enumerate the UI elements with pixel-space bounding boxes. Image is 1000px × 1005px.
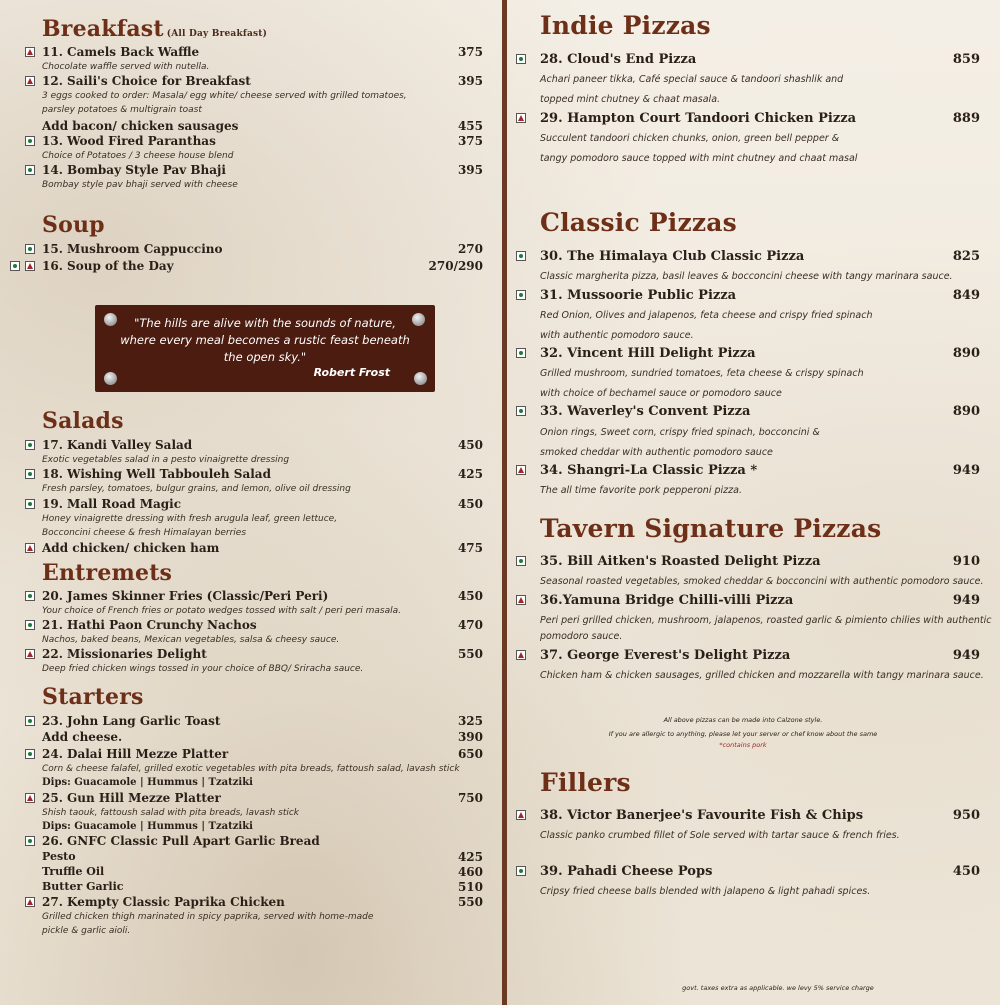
veg-mark-icon — [10, 261, 20, 271]
calzone-note: All above pizzas can be made into Calzone style. — [663, 716, 823, 724]
menu-item-description: pomodoro sauce. — [540, 631, 623, 642]
veg-mark-icon — [516, 54, 526, 64]
menu-item-price: 890 — [952, 346, 980, 361]
menu-item-description: Deep fried chicken wings tossed in your choice of BBQ/ Sriracha sauce. — [42, 664, 364, 674]
breakfast-title: Breakfast — [42, 16, 164, 42]
column-divider — [502, 0, 507, 1005]
menu-item-name: 35. Bill Aitken's Roasted Delight Pizza — [540, 554, 821, 569]
menu-item-description: Chicken ham & chicken sausages, grilled chicken and mozzarella with tangy marinara sauce. — [540, 670, 984, 681]
menu-item-name: 39. Pahadi Cheese Pops — [540, 864, 713, 879]
menu-item-description: Corn & cheese falafel, grilled exotic vegetables with pita breads, fattoush salad, lavash stick — [42, 764, 460, 774]
menu-item-description: Choice of Potatoes / 3 cheese house blend — [42, 151, 234, 161]
menu-item-name: 11. Camels Back Waffle — [42, 45, 200, 59]
menu-item-price: 375 — [457, 45, 483, 59]
nonveg-mark-icon — [25, 543, 35, 553]
nonveg-mark-icon — [25, 47, 35, 57]
section-title-soup: Soup — [42, 212, 105, 238]
nonveg-mark-icon — [516, 465, 526, 475]
menu-item-name: 28. Cloud's End Pizza — [540, 52, 697, 67]
menu-item-description: Shish taouk, fattoush salad with pita breads, lavash stick — [42, 808, 300, 818]
menu-item-name: 23. John Lang Garlic Toast — [42, 714, 221, 728]
veg-mark-icon — [25, 591, 35, 601]
menu-item-name: 15. Mushroom Cappuccino — [42, 242, 223, 256]
menu-item-description: Fresh parsley, tomatoes, bulgur grains, and lemon, olive oil dressing — [42, 484, 351, 494]
menu-item-description: topped mint chutney & chaat masala. — [540, 94, 721, 105]
menu-item-price: 650 — [457, 747, 483, 761]
menu-item-name: Add bacon/ chicken sausages — [42, 119, 239, 133]
menu-item-name: 20. James Skinner Fries (Classic/Peri Peri) — [42, 589, 329, 603]
menu-item-name: 36.Yamuna Bridge Chilli-villi Pizza — [540, 593, 794, 608]
menu-item-price: 450 — [457, 497, 483, 511]
menu-item-description: Classic panko crumbed fillet of Sole served with tartar sauce & french fries. — [540, 830, 900, 841]
menu-item-description: parsley potatoes & multigrain toast — [42, 105, 202, 115]
menu-item-description: Nachos, baked beans, Mexican vegetables, salsa & cheesy sauce. — [42, 635, 340, 645]
menu-item-name: 14. Bombay Style Pav Bhaji — [42, 163, 226, 177]
veg-mark-icon — [516, 290, 526, 300]
veg-mark-icon — [25, 836, 35, 846]
menu-item-price: 859 — [952, 52, 980, 67]
menu-item-variant: Truffle Oil — [42, 865, 105, 878]
menu-item-description: Succulent tandoori chicken chunks, onion, green bell pepper & — [540, 133, 840, 144]
menu-item-description: Achari paneer tikka, Café special sauce & tandoori shashlik and — [540, 74, 844, 85]
menu-item-description: Honey vinaigrette dressing with fresh arugula leaf, green lettuce, — [42, 514, 338, 524]
menu-item-description: Seasonal roasted vegetables, smoked cheddar & bocconcini with authentic pomodoro sauce. — [540, 576, 984, 587]
menu-item-name: 29. Hampton Court Tandoori Chicken Pizza — [540, 111, 857, 126]
menu-item-name: 25. Gun Hill Mezze Platter — [42, 791, 221, 805]
veg-mark-icon — [516, 251, 526, 261]
section-title-entremets: Entremets — [42, 560, 173, 586]
section-title-indie-pizzas: Indie Pizzas — [540, 11, 711, 40]
menu-item-price: 270/290 — [428, 259, 483, 273]
nonveg-mark-icon — [25, 261, 35, 271]
menu-item-price: 460 — [457, 865, 483, 879]
menu-item-dips: Dips: Guacamole | Hummus | Tzatziki — [42, 777, 253, 788]
section-title-tavern-pizzas: Tavern Signature Pizzas — [540, 514, 882, 543]
menu-item-price: 750 — [457, 791, 483, 805]
menu-item-name: 17. Kandi Valley Salad — [42, 438, 193, 452]
quote-text: "The hills are alive with the sounds of nature, where every meal becomes a rustic feast beneath the open sky." — [120, 316, 410, 364]
veg-mark-icon — [516, 348, 526, 358]
menu-item-price: 550 — [457, 647, 483, 661]
menu-item-name: 13. Wood Fired Paranthas — [42, 134, 216, 148]
menu-item-price: 825 — [952, 249, 980, 264]
menu-item-description: with authentic pomodoro sauce. — [540, 330, 694, 341]
allergy-note: If you are allergic to anything, please let your server or chef know about the same — [608, 730, 878, 738]
nonveg-mark-icon — [516, 113, 526, 123]
menu-item-description: Red Onion, Olives and jalapenos, feta cheese and crispy fried spinach — [540, 310, 873, 321]
menu-item-price: 949 — [952, 463, 980, 478]
menu-item-price: 270 — [457, 242, 483, 256]
menu-item-price: 910 — [952, 554, 980, 569]
menu-item-description: Peri peri grilled chicken, mushroom, jalapenos, roasted garlic & pimiento chilies with authentic — [540, 615, 992, 626]
menu-item-name: 21. Hathi Paon Crunchy Nachos — [42, 618, 257, 632]
quote-plaque — [95, 305, 435, 392]
menu-item-price: 550 — [457, 895, 483, 909]
veg-mark-icon — [25, 499, 35, 509]
menu-item-dips: Dips: Guacamole | Hummus | Tzatziki — [42, 821, 253, 832]
menu-item-description: Cripsy fried cheese balls blended with jalapeno & light pahadi spices. — [540, 886, 871, 897]
menu-item-name: 24. Dalai Hill Mezze Platter — [42, 747, 229, 761]
nonveg-mark-icon — [25, 793, 35, 803]
menu-item-price: 890 — [952, 404, 980, 419]
menu-item-name: 31. Mussoorie Public Pizza — [540, 288, 737, 303]
menu-item-name: 22. Missionaries Delight — [42, 647, 207, 661]
menu-item-description: 3 eggs cooked to order: Masala/ egg white/ cheese served with grilled tomatoes, — [42, 91, 407, 101]
menu-item-price: 375 — [457, 134, 483, 148]
veg-mark-icon — [25, 716, 35, 726]
menu-item-description: tangy pomodoro sauce topped with mint chutney and chaat masal — [540, 153, 858, 164]
menu-item-description: Bombay style pav bhaji served with cheese — [42, 180, 238, 190]
screw-icon — [104, 372, 117, 385]
menu-item-price: 470 — [457, 618, 483, 632]
menu-item-description: Bocconcini cheese & fresh Himalayan berries — [42, 528, 247, 538]
breakfast-subtitle: (All Day Breakfast) — [166, 29, 268, 39]
nonveg-mark-icon — [25, 897, 35, 907]
tax-footer: govt. taxes extra as applicable. we levy 5% service charge — [682, 984, 874, 992]
pork-note: *contains pork — [719, 741, 767, 749]
nonveg-mark-icon — [516, 810, 526, 820]
menu-item-name: 33. Waverley's Convent Pizza — [540, 404, 751, 419]
menu-item-price: 450 — [952, 864, 980, 879]
menu-item-name: 37. George Everest's Delight Pizza — [540, 648, 791, 663]
veg-mark-icon — [25, 136, 35, 146]
menu-item-description: smoked cheddar with authentic pomodoro sauce — [540, 447, 773, 458]
menu-item-price: 425 — [457, 850, 483, 864]
menu-item-variant: Pesto — [42, 850, 76, 863]
menu-item-price: 390 — [457, 730, 483, 744]
menu-item-description: Exotic vegetables salad in a pesto vinaigrette dressing — [42, 455, 290, 465]
menu-item-name: 19. Mall Road Magic — [42, 497, 182, 511]
menu-item-name: 12. Saili's Choice for Breakfast — [42, 74, 251, 88]
veg-mark-icon — [516, 406, 526, 416]
menu-item-description: Grilled chicken thigh marinated in spicy paprika, served with home-made — [42, 912, 374, 922]
veg-mark-icon — [25, 244, 35, 254]
veg-mark-icon — [25, 620, 35, 630]
menu-item-description: Onion rings, Sweet corn, crispy fried spinach, bocconcini & — [540, 427, 820, 438]
nonveg-mark-icon — [516, 650, 526, 660]
menu-item-description: Your choice of French fries or potato wedges tossed with salt / peri peri masala. — [42, 606, 401, 616]
menu-item-price: 325 — [457, 714, 483, 728]
quote-author: Robert Frost — [313, 366, 390, 379]
menu-item-name: 30. The Himalaya Club Classic Pizza — [540, 249, 805, 264]
menu-item-price: 450 — [457, 589, 483, 603]
menu-item-name: 32. Vincent Hill Delight Pizza — [540, 346, 756, 361]
menu-item-price: 475 — [457, 541, 483, 555]
menu-item-price: 425 — [457, 467, 483, 481]
menu-item-price: 949 — [952, 593, 980, 608]
menu-item-price: 949 — [952, 648, 980, 663]
section-title-fillers: Fillers — [540, 768, 631, 797]
menu-item-name: Add chicken/ chicken ham — [42, 541, 220, 555]
menu-item-price: 950 — [952, 808, 980, 823]
menu-item-description: with choice of bechamel sauce or pomodoro sauce — [540, 388, 782, 399]
veg-mark-icon — [25, 165, 35, 175]
nonveg-mark-icon — [516, 595, 526, 605]
section-title-starters: Starters — [42, 684, 144, 710]
section-title-breakfast — [42, 16, 267, 42]
menu-item-price: 889 — [952, 111, 980, 126]
veg-mark-icon — [516, 866, 526, 876]
menu-item-description: Grilled mushroom, sundried tomatoes, feta cheese & crispy spinach — [540, 368, 864, 379]
menu-item-name: Add cheese. — [42, 730, 123, 744]
menu-item-name: 38. Victor Banerjee's Favourite Fish & Chips — [540, 808, 864, 823]
section-title-classic-pizzas: Classic Pizzas — [540, 208, 737, 237]
veg-mark-icon — [25, 749, 35, 759]
right-column — [508, 0, 1000, 1005]
menu-item-name: 27. Kempty Classic Paprika Chicken — [42, 895, 285, 909]
menu-item-price: 395 — [457, 163, 483, 177]
veg-mark-icon — [25, 440, 35, 450]
nonveg-mark-icon — [25, 649, 35, 659]
menu-item-name: 34. Shangri-La Classic Pizza * — [540, 463, 758, 478]
veg-mark-icon — [25, 469, 35, 479]
menu-item-price: 455 — [457, 119, 483, 133]
veg-mark-icon — [516, 556, 526, 566]
menu-item-price: 395 — [457, 74, 483, 88]
menu-item-name: 26. GNFC Classic Pull Apart Garlic Bread — [42, 834, 320, 848]
menu-item-name: 16. Soup of the Day — [42, 259, 174, 273]
menu-item-description: pickle & garlic aioli. — [42, 926, 131, 936]
menu-item-description: Chocolate waffle served with nutella. — [42, 62, 210, 72]
menu-item-price: 849 — [952, 288, 980, 303]
menu-item-price: 510 — [457, 880, 483, 894]
menu-item-name: 18. Wishing Well Tabbouleh Salad — [42, 467, 271, 481]
screw-icon — [414, 372, 427, 385]
menu-item-variant: Butter Garlic — [42, 880, 124, 893]
nonveg-mark-icon — [25, 76, 35, 86]
menu-item-description: The all time favorite pork pepperoni pizza. — [540, 485, 742, 496]
menu-item-price: 450 — [457, 438, 483, 452]
menu-item-description: Classic margherita pizza, basil leaves & bocconcini cheese with tangy marinara sauce. — [540, 271, 953, 282]
section-title-salads: Salads — [42, 408, 124, 434]
